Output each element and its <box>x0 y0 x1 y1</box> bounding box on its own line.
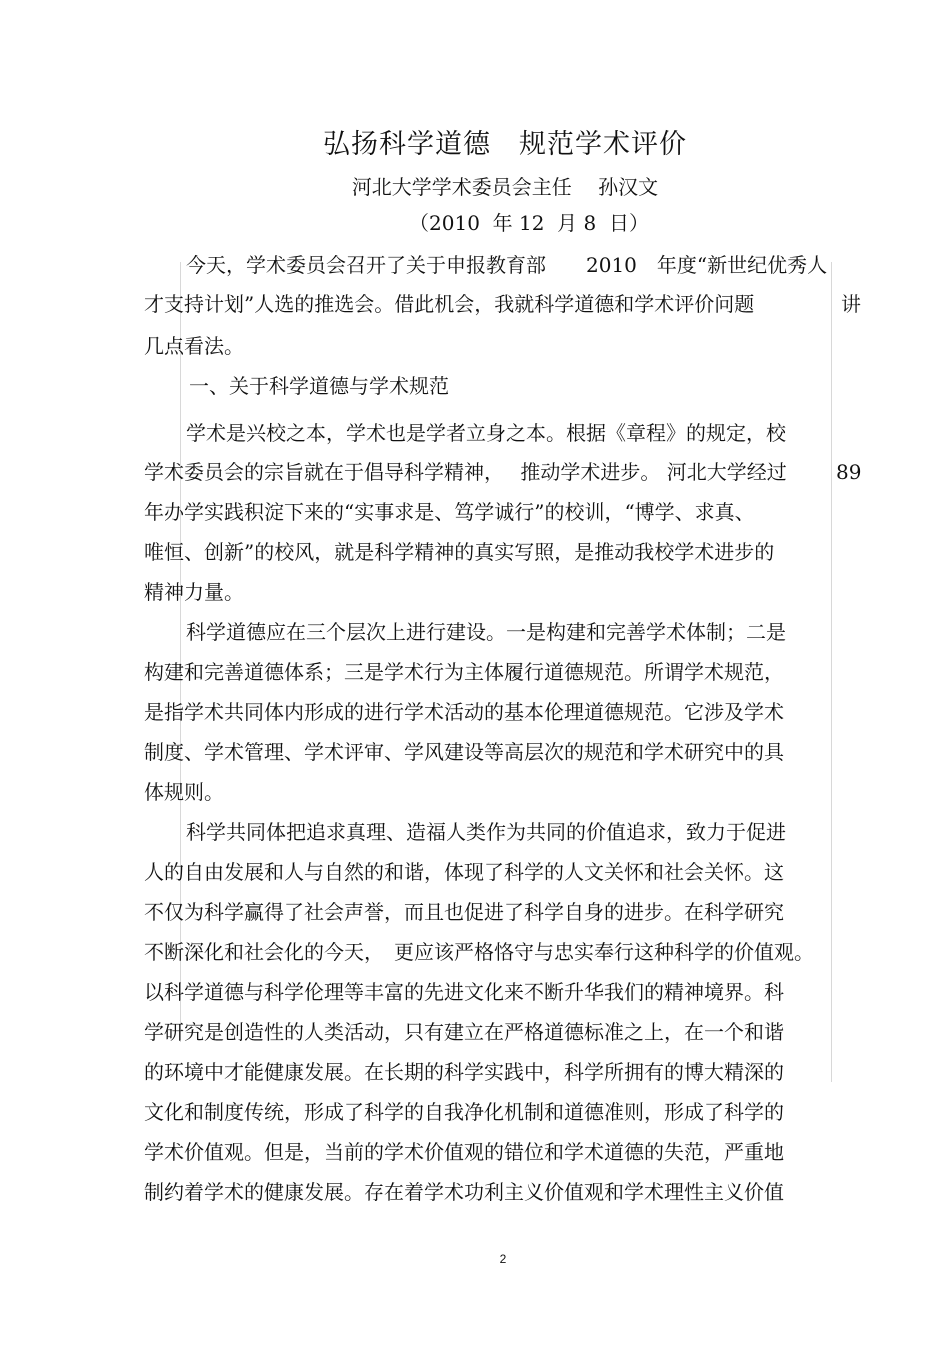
body-line: 学术委员会的宗旨就在于倡导科学精神， 推动学术进步。 河北大学经过 <box>144 460 787 484</box>
body-line: 以科学道德与科学伦理等丰富的先进文化来不断升华我们的精神境界。科 <box>144 980 784 1004</box>
body-line: 的环境中才能健康发展。在长期的科学实践中，科学所拥有的博大精深的 <box>144 1060 784 1084</box>
document-title: 弘扬科学道德 规范学术评价 <box>323 129 687 160</box>
body-line: 体规则。 <box>144 780 224 804</box>
margin-text: 89 <box>836 460 862 484</box>
body-line: 是指学术共同体内形成的进行学术活动的基本伦理道德规范。它涉及学术 <box>144 700 784 724</box>
page-number: 2 <box>499 1252 507 1266</box>
body-line: 构建和完善道德体系；三是学术行为主体履行道德规范。所谓学术规范， <box>144 660 784 684</box>
body-line: 今天，学术委员会召开了关于申报教育部 2010 年度“新世纪优秀人 <box>186 253 828 277</box>
body-line: 人的自由发展和人与自然的和谐，体现了科学的人文关怀和社会关怀。这 <box>144 860 784 884</box>
margin-text: 讲 <box>841 292 861 316</box>
body-line: 唯恒、创新”的校风，就是科学精神的真实写照，是推动我校学术进步的 <box>144 540 775 564</box>
date-line: （2010 年 12 月 8 日） <box>409 211 649 235</box>
body-line: 制度、学术管理、学术评审、学风建设等高层次的规范和学术研究中的具 <box>144 740 784 764</box>
section-heading: 一、关于科学道德与学术规范 <box>189 374 449 398</box>
body-line: 制约着学术的健康发展。存在着学术功利主义价值观和学术理性主义价值 <box>144 1180 784 1204</box>
body-line: 科学共同体把追求真理、造福人类作为共同的价值追求，致力于促进 <box>186 820 786 844</box>
body-line: 学研究是创造性的人类活动，只有建立在严格道德标准之上，在一个和谐 <box>144 1020 784 1044</box>
body-line: 学术价值观。但是，当前的学术价值观的错位和学术道德的失范，严重地 <box>144 1140 784 1164</box>
body-line: 文化和制度传统，形成了科学的自我净化机制和道德准则，形成了科学的 <box>144 1100 784 1124</box>
body-line: 年办学实践积淀下来的“实事求是、笃学诚行”的校训，“博学、求真、 <box>144 500 755 524</box>
body-line: 才支持计划”人选的推选会。借此机会，我就科学道德和学术评价问题 <box>144 292 755 316</box>
body-line: 几点看法。 <box>144 334 244 358</box>
body-line: 学术是兴校之本，学术也是学者立身之本。根据《章程》的规定，校 <box>186 421 786 445</box>
author-line: 河北大学学术委员会主任 孙汉文 <box>351 175 659 199</box>
body-line: 精神力量。 <box>144 580 244 604</box>
body-line: 不仅为科学赢得了社会声誉，而且也促进了科学自身的进步。在科学研究 <box>144 900 784 924</box>
scan-border-right <box>831 262 832 1082</box>
body-line: 不断深化和社会化的今天， 更应该严格恪守与忠实奉行这种科学的价值观。 <box>144 940 814 964</box>
body-line: 科学道德应在三个层次上进行建设。一是构建和完善学术体制；二是 <box>186 620 786 644</box>
scan-border-left <box>180 262 181 1042</box>
